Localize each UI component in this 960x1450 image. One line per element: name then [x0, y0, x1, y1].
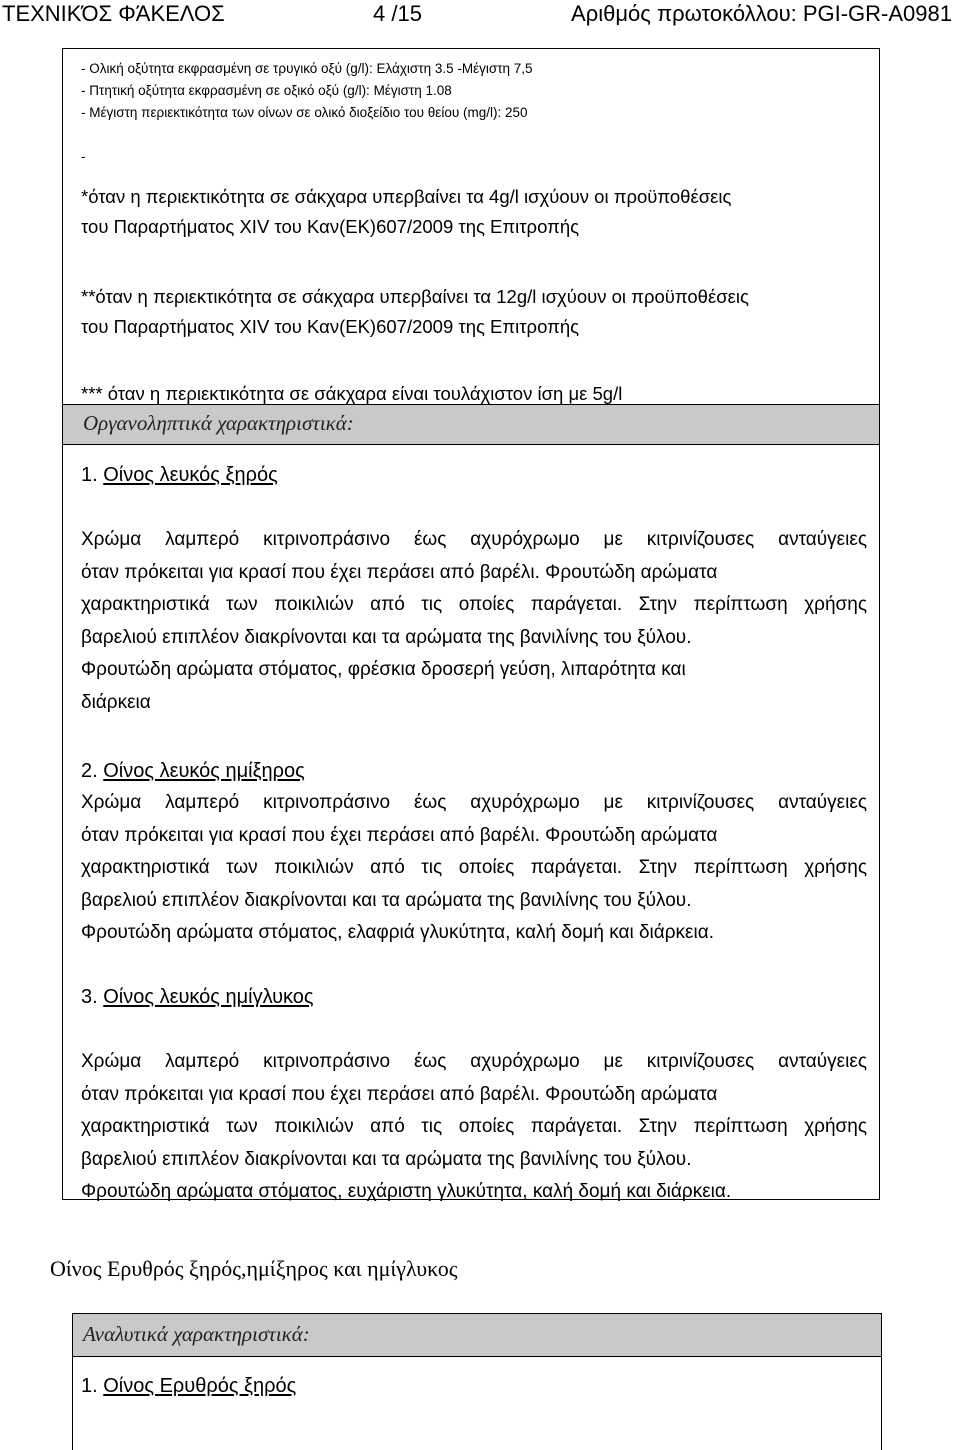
document-type-label: ΤΕΧΝΙΚΌΣ ΦΆΚΕΛΟΣ	[2, 1, 225, 26]
page-number: 4 /15	[373, 1, 422, 26]
note-sugar-4g: *όταν η περιεκτικότητα σε σάκχαρα υπερβαίνει τα 4g/l ισχύουν οι προϋποθέσεις του Παραρτήματος XIV του Καν(ΕΚ)607/2009 της Επιτροπής	[81, 186, 732, 237]
dash-marker: -	[81, 149, 86, 164]
limit-sulfur-dioxide: - Μέγιστη περιεκτικότητα των οίνων σε ολικό διοξείδιο του θείου (mg/l): 250	[81, 105, 528, 120]
analytic-frame	[72, 1356, 882, 1450]
wine-description-2: Χρώμα λαμπερό κιτρινοπράσινο έως αχυρόχρωμο με κιτρινίζουσες ανταύγειες όταν πρόκειται για κρασί που έχει περάσει από βαρέλι. Φρουτώδη αρώματα χαρακτηριστικά των ποικιλιών από τις οποίες παράγεται. Στην περίπτωση χρήσης βαρελιού επιπλέον διακρίνονται και τα αρώματα της βανιλίνης του ξύλου. Φρουτώδη αρώματα στόματος, ελαφριά γλυκύτητα, καλή δομή και διάρκεια.	[81, 792, 867, 944]
limit-volatile-acidity: - Πτητική οξύτητα εκφρασμένη σε οξικό οξύ (g/l): Μέγιστη 1.08	[81, 83, 452, 98]
red-wine-section-title: Οίνος Ερυθρός ξηρός,ημίξηρος και ημίγλυκος	[50, 1256, 458, 1281]
page-header	[0, 0, 960, 30]
organoleptic-title: Οργανοληπτικά χαρακτηριστικά:	[83, 411, 354, 435]
note-sugar-12g: **όταν η περιεκτικότητα σε σάκχαρα υπερβαίνει τα 12g/l ισχύουν οι προϋποθέσεις του Παραρτήματος XIV του Καν(ΕΚ)607/2009 της Επιτροπής	[81, 286, 749, 337]
wine-description-1: Χρώμα λαμπερό κιτρινοπράσινο έως αχυρόχρωμο με κιτρινίζουσες ανταύγειες όταν πρόκειται για κρασί που έχει περάσει από βαρέλι. Φρουτώδη αρώματα χαρακτηριστικά των ποικιλιών από τις οποίες παράγεται. Στην περίπτωση χρήσης βαρελιού επιπλέον διακρίνονται και τα αρώματα της βανιλίνης του ξύλου. Φρουτώδη αρώματα στόματος, φρέσκια δροσερή γεύση, λιπαρότητα και διάρκεια	[81, 529, 867, 713]
limit-total-acidity: - Ολική οξύτητα εκφρασμένη σε τρυγικό οξύ (g/l): Ελάχιστη 3.5 -Μέγιστη 7,5	[81, 61, 533, 76]
protocol-number: Αριθμός πρωτοκόλλου: PGI-GR-A0981	[571, 1, 952, 26]
spec-frame	[62, 48, 880, 1203]
note-sugar-5g: *** όταν η περιεκτικότητα σε σάκχαρα είναι τουλάχιστον ίση με 5g/l	[81, 383, 623, 404]
red-wine-heading-1: 1. Οίνος Ερυθρός ξηρός	[81, 1375, 297, 1397]
analytic-title: Αναλυτικά χαρακτηριστικά:	[83, 1322, 310, 1346]
wine-heading-3: 3. Οίνος λευκός ημίγλυκος	[81, 986, 314, 1008]
wine-description-3: Χρώμα λαμπερό κιτρινοπράσινο έως αχυρόχρωμο με κιτρινίζουσες ανταύγειες όταν πρόκειται για κρασί που έχει περάσει από βαρέλι. Φρουτώδη αρώματα χαρακτηριστικά των ποικιλιών από τις οποίες παράγεται. Στην περίπτωση χρήσης βαρελιού επιπλέον διακρίνονται και τα αρώματα της βανιλίνης του ξύλου. Φρουτώδη αρώματα στόματος, ευχάριστη γλυκύτητα, καλή δομή και διάρκεια.	[81, 1051, 867, 1203]
organoleptic-header	[63, 404, 879, 445]
wine-heading-1: 1. Οίνος λευκός ξηρός	[81, 464, 278, 486]
wine-heading-2: 2. Οίνος λευκός ημίξηρος	[81, 760, 305, 782]
analytic-header	[72, 1313, 882, 1357]
